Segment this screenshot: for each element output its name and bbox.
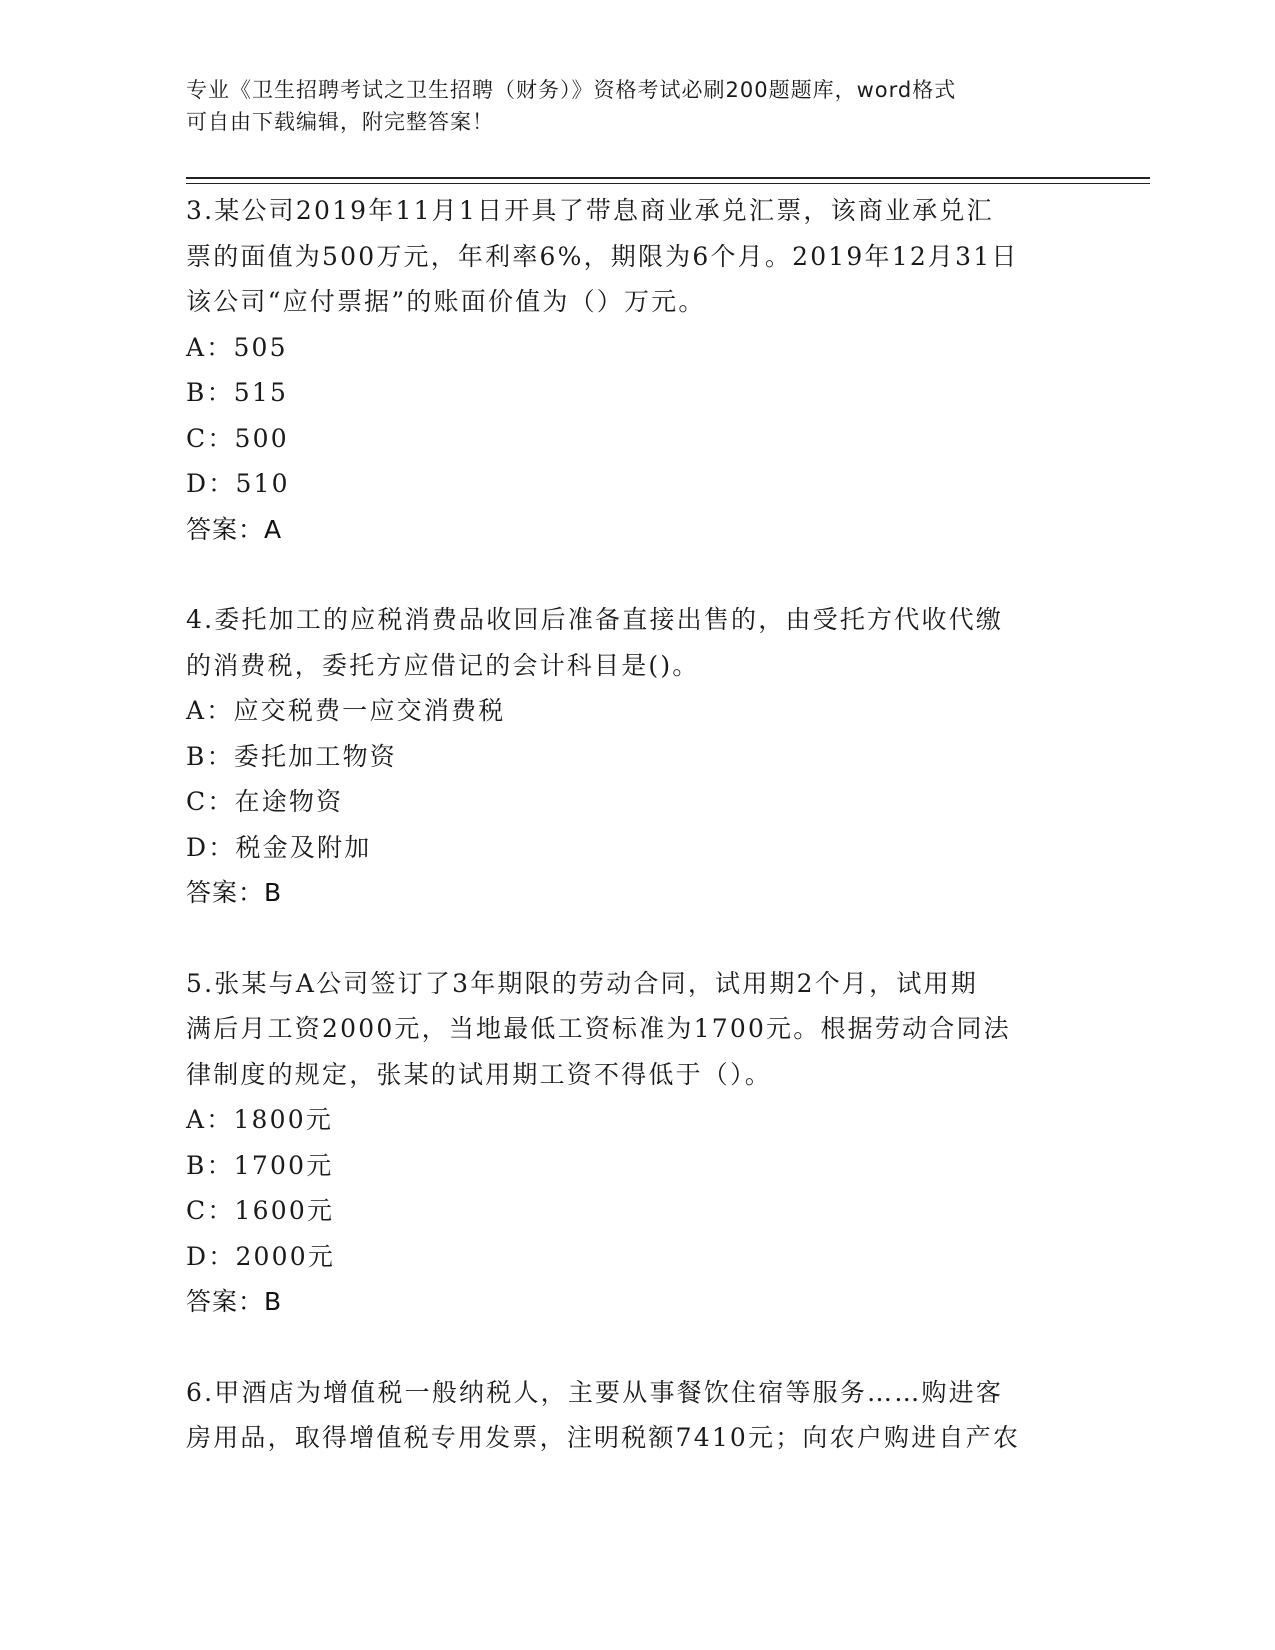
question-5: [186, 961, 1086, 1325]
question-3-option-c: C：500: [186, 423, 289, 453]
header-title-line-1: 专业《卫生招聘考试之卫生招聘（财务）》资格考试必刷200题题库，word格式: [186, 78, 957, 102]
question-5-stem-line-2: 满后月工资2000元，当地最低工资标准为1700元。根据劳动合同法: [186, 1014, 1011, 1043]
header-divider-thick: [186, 177, 1150, 179]
question-3-stem-line-1: 3.某公司2019年11月1日开具了带息商业承兑汇票，该商业承兑汇: [186, 196, 994, 225]
question-3: [186, 188, 1086, 552]
question-3-answer: 答案：A: [186, 514, 283, 544]
question-4-stem-line-1: 4.委托加工的应税消费品收回后准备直接出售的，由受托方代收代缴: [186, 605, 1004, 634]
question-3-option-d: D：510: [186, 469, 290, 498]
question-5-stem-line-1: 5.张某与A公司签订了3年期限的劳动合同，试用期2个月，试用期: [186, 968, 978, 998]
question-3-option-b: B：515: [186, 378, 289, 407]
question-5-option-c: C：1600元: [186, 1196, 335, 1225]
question-spacer: [186, 916, 1086, 961]
question-5-stem-line-3: 律制度的规定，张某的试用期工资不得低于（）。: [186, 1059, 772, 1089]
question-4: [186, 597, 1086, 916]
question-6: [186, 1370, 1086, 1461]
question-spacer: [186, 1325, 1086, 1370]
question-5-option-a: A：1800元: [186, 1105, 334, 1134]
document-header: [186, 74, 1066, 138]
header-title-line-2: 可自由下载编辑，附完整答案！: [186, 110, 494, 134]
question-3-stem-line-3: 该公司“应付票据”的账面价值为（）万元。: [186, 287, 706, 316]
question-list: [186, 188, 1086, 1461]
question-4-option-c: C：在途物资: [186, 787, 344, 816]
question-4-option-d: D：税金及附加: [186, 832, 372, 862]
question-5-option-b: B：1700元: [186, 1150, 334, 1180]
question-5-answer: 答案：B: [186, 1287, 283, 1316]
question-4-option-a: A：应交税费一应交消费税: [186, 696, 506, 725]
question-3-option-a: A：505: [186, 332, 288, 362]
question-5-option-d: D：2000元: [186, 1241, 336, 1271]
question-3-stem-line-2: 票的面值为500万元，年利率6%，期限为6个月。2019年12月31日: [186, 241, 1019, 271]
question-4-stem-line-2: 的消费税，委托方应借记的会计科目是()。: [186, 650, 700, 680]
question-6-stem-line-1: 6.甲酒店为增值税一般纳税人，主要从事餐饮住宿等服务……购进客: [186, 1377, 1004, 1407]
question-4-answer: 答案：B: [186, 878, 283, 907]
question-6-stem-line-2: 房用品，取得增值税专用发票，注明税额7410元；向农户购进自产农: [186, 1423, 1021, 1452]
question-spacer: [186, 552, 1086, 597]
question-4-option-b: B：委托加工物资: [186, 741, 397, 771]
header-divider-thin: [186, 183, 1150, 184]
